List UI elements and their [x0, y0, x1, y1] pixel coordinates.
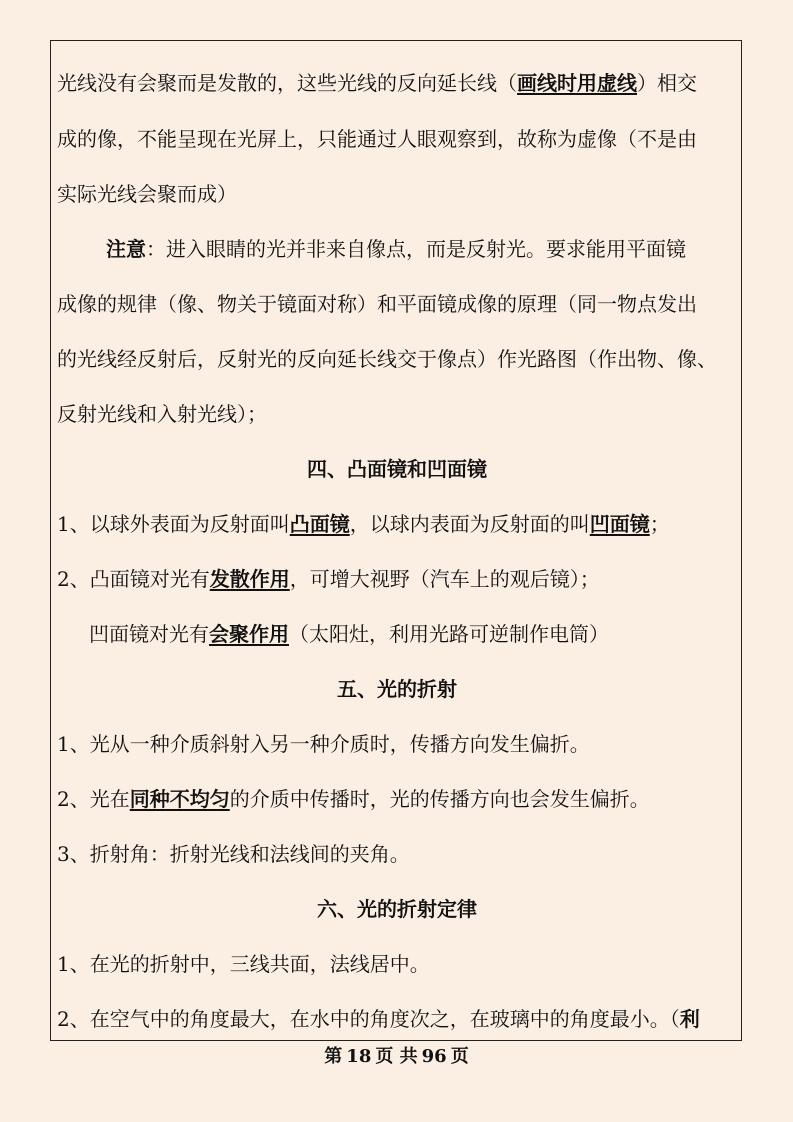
emphasis-dashed-line: 画线时用虚线 — [517, 71, 637, 95]
emphasis-convergent: 会聚作用 — [209, 622, 289, 646]
text-line-7: 反射光线和入射光线）； — [57, 402, 267, 426]
text-line-10: 2、凸面镜对光有发散作用，可增大视野（汽车上的观后镜）； — [57, 567, 600, 591]
emphasis-nonuniform: 同种不均匀 — [129, 787, 230, 811]
section-heading-refraction: 五、光的折射 — [337, 677, 457, 701]
text-line-3: 实际光线会聚而成） — [57, 182, 237, 206]
text-line-9: 1、以球外表面为反射面叫凸面镜，以球内表面为反射面的叫凹面镜； — [57, 512, 670, 536]
emphasis-concave-mirror: 凹面镜 — [589, 512, 650, 536]
text-line-11: 凹面镜对光有会聚作用（太阳灶，利用光路可逆制作电筒） — [89, 622, 609, 646]
emphasis-divergent: 发散作用 — [209, 567, 290, 591]
text-line-6: 的光线经反射后，反射光的反向延长线交于像点）作光路图（作出物、像、 — [57, 347, 717, 371]
page-footer: 第 18 页 共 96 页 — [324, 1046, 469, 1067]
note-label: 注意 — [106, 237, 146, 261]
text-line-5: 成像的规律（像、物关于镜面对称）和平面镜成像的原理（同一物点发出 — [57, 292, 697, 316]
text-line-14: 2、光在同种不均匀的介质中传播时，光的传播方向也会发生偏折。 — [57, 787, 650, 811]
emphasis-trailing: 利 — [679, 1007, 700, 1031]
total-page-count: 96 — [421, 1046, 447, 1067]
emphasis-convex-mirror: 凸面镜 — [289, 512, 350, 536]
text-line-2: 成的像，不能呈现在光屏上，只能通过人眼观察到，故称为虚像（不是由 — [57, 127, 697, 151]
text-line-13: 1、光从一种介质斜射入另一种介质时，传播方向发生偏折。 — [57, 732, 590, 756]
text-line-1: 光线没有会聚而是发散的，这些光线的反向延长线（画线时用虚线）相交 — [57, 71, 697, 95]
page-content-frame — [50, 40, 742, 1041]
section-heading-refraction-law: 六、光的折射定律 — [317, 897, 477, 921]
section-heading-mirrors: 四、凸面镜和凹面镜 — [307, 457, 487, 481]
note-paragraph: 注意：进入眼睛的光并非来自像点，而是反射光。要求能用平面镜 — [106, 237, 686, 261]
text-line-18: 2、在空气中的角度最大，在水中的角度次之，在玻璃中的角度最小。（利 — [57, 1007, 700, 1031]
current-page-number: 18 — [346, 1046, 372, 1067]
text-line-15: 3、折射角：折射光线和法线间的夹角。 — [57, 842, 410, 866]
text-line-17: 1、在光的折射中，三线共面，法线居中。 — [57, 952, 430, 976]
